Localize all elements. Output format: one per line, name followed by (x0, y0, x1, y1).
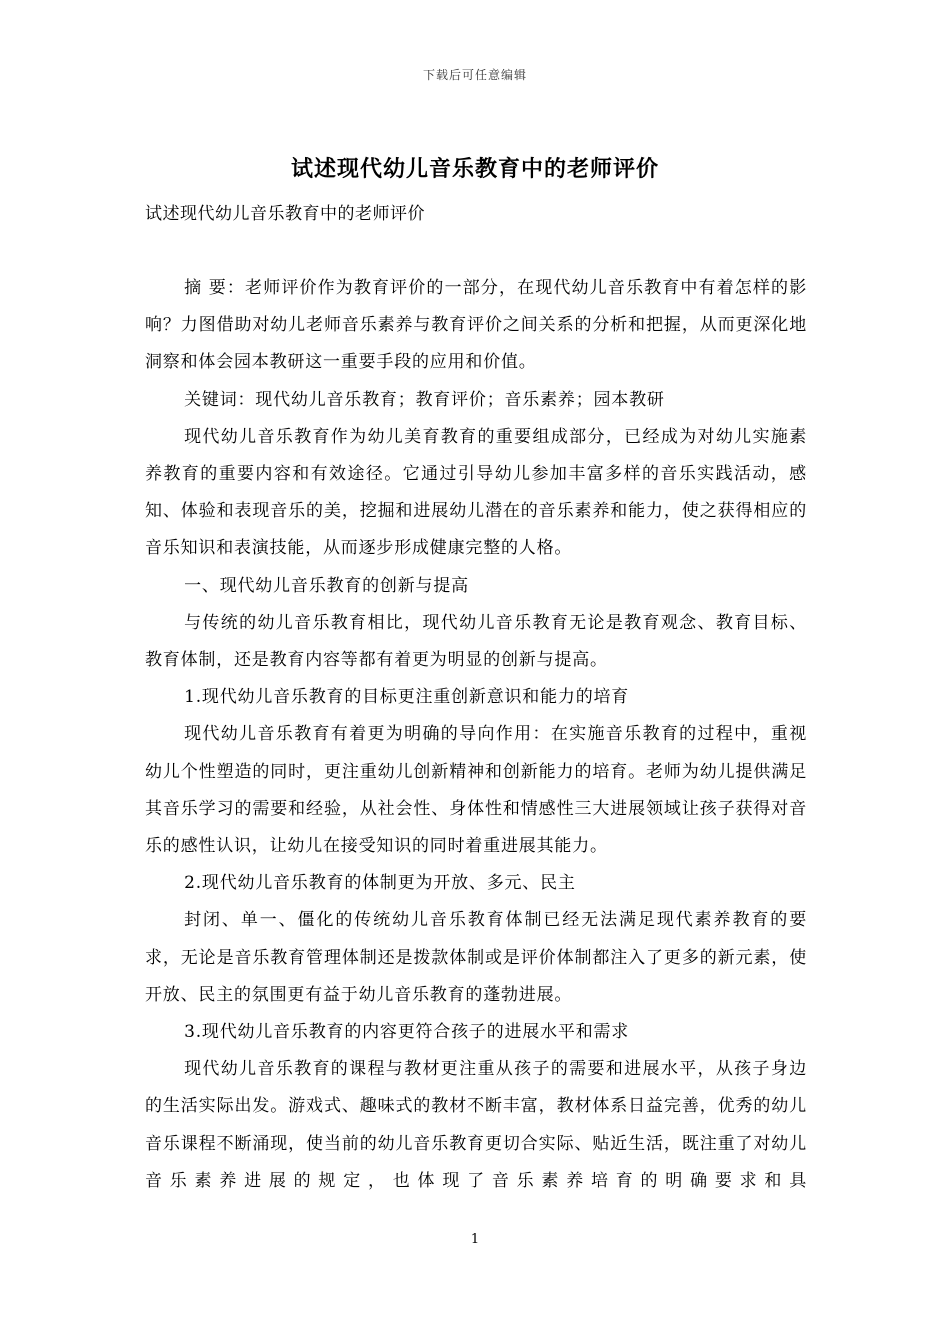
section-1-paragraph: 与传统的幼儿音乐教育相比，现代幼儿音乐教育无论是教育观念、教育目标、教育体制，还是教育内容等都有着更为明显的创新与提高。 (145, 612, 807, 671)
subsection-heading-2: 2.现代幼儿音乐教育的体制更为开放、多元、民主 (184, 873, 576, 894)
intro-paragraph: 现代幼儿音乐教育作为幼儿美育教育的重要组成部分，已经成为对幼儿实施素养教育的重要内容和有效途径。它通过引导幼儿参加丰富多样的音乐实践活动，感知、体验和表现音乐的美，挖掘和进展幼儿潜在的音乐素养和能力，使之获得相应的音乐知识和表演技能，从而逐步形成健康完整的人格。 (145, 426, 807, 559)
document-subtitle: 试述现代幼儿音乐教育中的老师评价 (145, 204, 425, 224)
abstract-paragraph: 摘 要：老师评价作为教育评价的一部分，在现代幼儿音乐教育中有着怎样的影响？力图借助对幼儿老师音乐素养与教育评价之间关系的分析和把握，从而更深化地洞察和体会园本教研这一重要手段的应用和价值。 (145, 278, 807, 373)
subsection-3-paragraph: 现代幼儿音乐教育的课程与教材更注重从孩子的需要和进展水平，从孩子身边的生活实际出发。游戏式、趣味式的教材不断丰富，教材体系日益完善，优秀的幼儿音乐课程不断涌现，使当前的幼儿音乐教育更切合实际、贴近生活，既注重了对幼儿音乐素养进展的规定，也体现了音乐素养培育的明确要求和具 (145, 1059, 807, 1191)
keywords-paragraph: 关键词：现代幼儿音乐教育；教育评价；音乐素养；园本教研 (184, 389, 665, 410)
subsection-2-paragraph: 封闭、单一、僵化的传统幼儿音乐教育体制已经无法满足现代素养教育的要求，无论是音乐教育管理体制还是拨款体制或是评价体制都注入了更多的新元素，使开放、民主的氛围更有益于幼儿音乐教育的蓬勃进展。 (145, 910, 807, 1005)
document-title: 试述现代幼儿音乐教育中的老师评价 (290, 156, 659, 182)
section-heading-1: 一、现代幼儿音乐教育的创新与提高 (184, 575, 469, 596)
subsection-heading-1: 1.现代幼儿音乐教育的目标更注重创新意识和能力的培育 (184, 687, 630, 708)
document-body (145, 270, 807, 1200)
subsection-1-paragraph: 现代幼儿音乐教育有着更为明确的导向作用：在实施音乐教育的过程中，重视幼儿个性塑造的同时，更注重幼儿创新精神和创新能力的培育。老师为幼儿提供满足其音乐学习的需要和经验，从社会性、身体性和情感性三大进展领域让孩子获得对音乐的感性认识，让幼儿在接受知识的同时着重进展其能力。 (145, 724, 807, 857)
subsection-heading-3: 3.现代幼儿音乐教育的内容更符合孩子的进展水平和需求 (184, 1022, 630, 1043)
header-note: 下载后可任意编辑 (422, 68, 527, 82)
page-number: 1 (470, 1232, 480, 1247)
